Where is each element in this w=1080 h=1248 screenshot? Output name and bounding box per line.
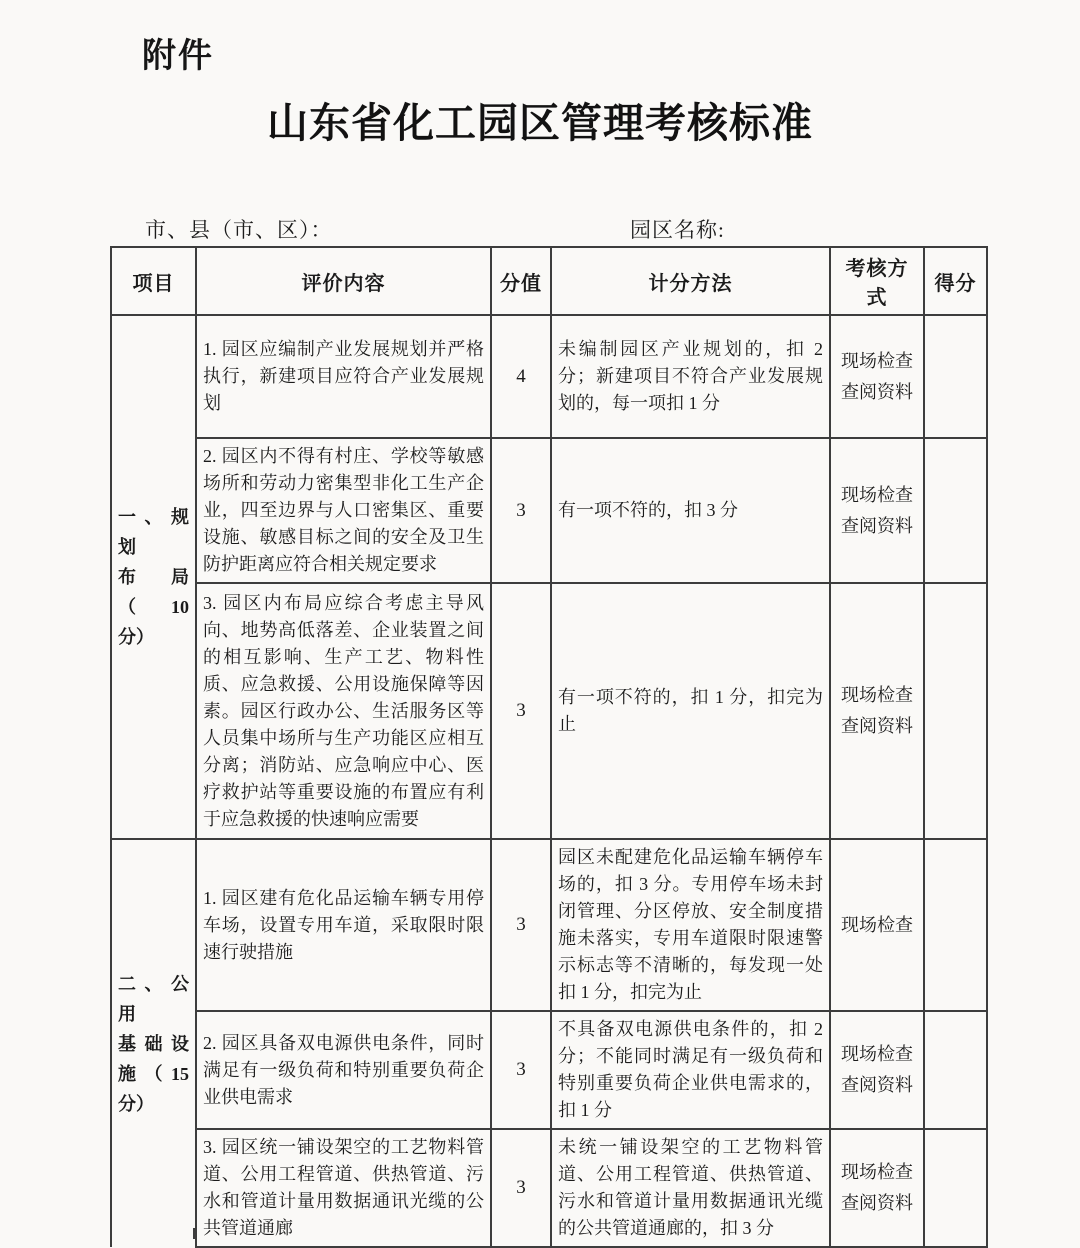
check-mode-line: 现场检查: [841, 1162, 913, 1182]
score-cell: 3: [491, 438, 551, 583]
method-cell: 有一项不符的，扣 1 分，扣完为止: [551, 583, 830, 839]
check-mode-cell: [830, 1011, 924, 1129]
table-left-border-continuation: [110, 1228, 112, 1239]
content-cell: 1. 园区应编制产业发展规划并严格执行，新建项目应符合产业发展规划: [196, 315, 491, 438]
check-mode-line: 查阅资料: [841, 1075, 913, 1095]
table-row: [111, 438, 987, 583]
table-row: [111, 315, 987, 438]
score-cell: 4: [491, 315, 551, 438]
check-mode-line: 查阅资料: [841, 515, 913, 536]
table-row: [111, 583, 987, 839]
header-item: 项目: [111, 247, 196, 315]
result-cell: [924, 438, 987, 583]
check-mode-cell: [830, 315, 924, 438]
assessment-table: [110, 246, 988, 1248]
section-1-item-line: 布局（10: [118, 567, 189, 617]
method-cell: 未统一铺设架空的工艺物料管道、公用工程管道、供热管道、污水和管道计量用数据通讯光缆的公共管道通廊的，扣 3 分: [551, 1129, 830, 1247]
content-cell: 3. 园区统一铺设架空的工艺物料管道、公用工程管道、供热管道、污水和管道计量用数据通讯光缆的公共管道通廊: [196, 1129, 491, 1247]
header-content: 评价内容: [196, 247, 491, 315]
result-cell: [924, 839, 987, 1011]
content-cell: 1. 园区建有危化品运输车辆专用停车场，设置专用车道，采取限时限速行驶措施: [196, 839, 491, 1011]
section-2-item-cell: [111, 839, 196, 1247]
check-mode-line: 查阅资料: [841, 1193, 913, 1213]
header-assessment-mode: 考核方式: [830, 247, 924, 315]
section-2-item-line: 施（15: [118, 1063, 189, 1084]
section-2-item-line: 二、公用: [118, 973, 189, 1024]
check-mode-cell: [830, 438, 924, 583]
attachment-label: 附件: [142, 37, 214, 75]
section-1-item-line: 分）: [118, 627, 154, 647]
check-mode-cell: [830, 1129, 924, 1247]
content-cell: 2. 园区具备双电源供电条件，同时满足有一级负荷和特别重要负荷企业供电需求: [196, 1011, 491, 1129]
score-cell: 3: [491, 839, 551, 1011]
header-score-obtained: 得分: [924, 247, 987, 315]
page-title: 山东省化工园区管理考核标准: [267, 100, 813, 146]
check-mode-line: 现场检查: [841, 914, 913, 935]
section-1-item-cell: [111, 315, 196, 839]
item-column-border-continuation: [193, 1228, 195, 1239]
score-cell: 3: [491, 583, 551, 839]
section-2-item-line: 基础设: [118, 1033, 189, 1054]
score-cell: 3: [491, 1129, 551, 1247]
header-score-value: 分值: [491, 247, 551, 315]
method-cell: 未编制园区产业规划的，扣 2 分；新建项目不符合产业发展规划的，每一项扣 1 分: [551, 315, 830, 438]
check-mode-line: 现场检查: [841, 1044, 913, 1064]
result-cell: [924, 1011, 987, 1129]
section-2-item-line: 分）: [118, 1093, 154, 1114]
table-row: [111, 1129, 987, 1247]
check-mode-cell: [830, 839, 924, 1011]
table-row: [111, 839, 987, 1011]
result-cell: [924, 1129, 987, 1247]
content-cell: 2. 园区内不得有村庄、学校等敏感场所和劳动力密集型非化工生产企业，四至边界与人口密集区、重要设施、敏感目标之间的安全及卫生防护距离应符合相关规定要求: [196, 438, 491, 583]
check-mode-cell: [830, 583, 924, 839]
section-1-item-line: 一、规划: [118, 507, 189, 557]
header-scoring-method: 计分方法: [551, 247, 830, 315]
method-cell: 园区未配建危化品运输车辆停车场的，扣 3 分。专用停车场未封闭管理、分区停放、安全制度措施未落实，专用车道限时限速警示标志等不清晰的，每发现一处扣 1 分，扣完为止: [551, 839, 830, 1011]
method-cell: 有一项不符的，扣 3 分: [551, 438, 830, 583]
check-mode-line: 查阅资料: [841, 381, 913, 402]
check-mode-line: 现场检查: [841, 484, 913, 505]
result-cell: [924, 583, 987, 839]
check-mode-line: 查阅资料: [841, 716, 913, 736]
score-cell: 3: [491, 1011, 551, 1129]
result-cell: [924, 315, 987, 438]
check-mode-line: 现场检查: [841, 350, 913, 371]
method-cell: 不具备双电源供电条件的，扣 2 分；不能同时满足有一级负荷和特别重要负荷企业供电需求的，扣 1 分: [551, 1011, 830, 1129]
check-mode-line: 现场检查: [841, 685, 913, 705]
content-cell: 3. 园区内布局应综合考虑主导风向、地势高低落差、企业装置之间的相互影响、生产工艺、物料性质、应急救援、公用设施保障等因素。园区行政办公、生活服务区等人员集中场所与生产功能区应相互分离；消防站、应急响应中心、医疗救护站等重要设施的布置应有利于应急救援的快速响应需要: [196, 583, 491, 839]
table-header-row: [111, 247, 987, 315]
park-name-field-label: 园区名称:: [630, 218, 725, 242]
region-field-label: 市、县（市、区）：: [145, 218, 333, 242]
table-row: [111, 1011, 987, 1129]
